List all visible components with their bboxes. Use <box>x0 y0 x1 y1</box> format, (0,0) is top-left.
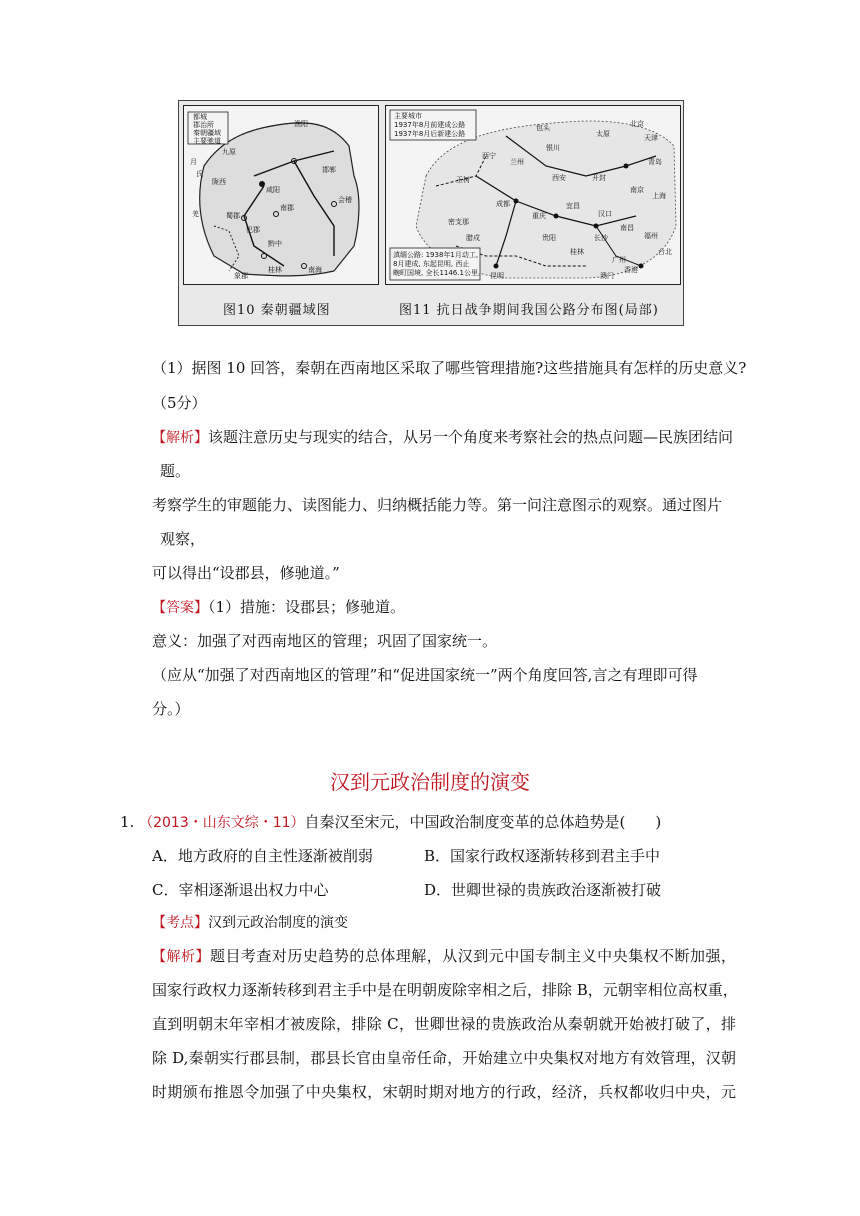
analysis-text: 考察学生的审题能力、读图能力、归纳概括能力等。第一问注意图示的观察。通过图片 <box>152 496 723 514</box>
q1-analysis-line: 【解析】题目考查对历史趋势的总体理解，从汉到元中国专制主义中央集权不断加强， <box>152 947 736 965</box>
answer-block <box>152 597 405 618</box>
question-line: （5分） <box>152 394 207 412</box>
map11-legend-3: 1937年8月后新建公路 <box>394 130 466 138</box>
analysis-text: 可以得出“设郡县，修驰道。” <box>152 564 340 582</box>
map11-label: 天津 <box>644 134 658 142</box>
map11-label: 西宁 <box>482 152 496 160</box>
map10-label: 渔阳 <box>294 120 308 128</box>
map10-label: 九原 <box>222 148 236 156</box>
map11-label: 腊戍 <box>466 234 480 242</box>
question-stem: 自秦汉至宋元，中国政治制度变革的总体趋势是( ) <box>304 813 662 831</box>
map11-note: 滇缅公路: 1938年1月动工, <box>393 251 479 259</box>
map11-label: 桂林 <box>570 248 584 256</box>
svg-text:8月建成, 东起昆明, 西止: 8月建成, 东起昆明, 西止 <box>393 260 470 268</box>
answer-text: 意义：加强了对西南地区的管理；巩固了国家统一。 <box>152 632 498 650</box>
map10-label: 南海 <box>308 266 322 274</box>
map11-label: 长沙 <box>594 234 608 242</box>
analysis-text: 题。 <box>160 462 191 480</box>
map11-label: 福州 <box>644 232 658 240</box>
map11-label: 广州 <box>612 256 626 264</box>
analysis-tag: 【解析】 <box>152 430 208 446</box>
map11-legend-2: 1937年8月前建成公路 <box>394 121 466 129</box>
map10-label: 象郡 <box>234 272 248 280</box>
option-c: C．宰相逐渐退出权力中心 <box>152 881 329 899</box>
q1-analysis-line: 直到明朝末年宰相才被废除，排除 C，世卿世禄的贵族政治从秦朝就开始被打破了，排 <box>152 1015 736 1033</box>
map10-label: 陇西 <box>212 178 226 186</box>
qin-territory-map <box>183 105 379 285</box>
analysis-block <box>152 427 733 448</box>
map11-label: 香港 <box>624 266 638 274</box>
analysis-text: 该题注意历史与现实的结合，从另一个角度来考察社会的热点问题—民族团结问 <box>208 428 734 446</box>
map10-label: 南郡 <box>280 204 294 212</box>
map11-caption: 图11 抗日战争期间我国公路分布图(局部) <box>399 303 659 318</box>
qin-map-drawing <box>184 106 378 284</box>
road-map-drawing <box>386 106 680 284</box>
map11-label: 澳门 <box>600 272 614 280</box>
map11-label: 昆明 <box>490 272 504 280</box>
map11-label: 青岛 <box>648 158 662 166</box>
map10-legend-4: 主要驰道 <box>193 137 221 145</box>
map10-label: 桂林 <box>268 266 282 274</box>
answer-text: （1）措施：设郡县；修驰道。 <box>208 598 406 616</box>
map11-label: 宜昌 <box>566 202 580 210</box>
exam-point <box>152 913 348 933</box>
map11-label: 银川 <box>546 144 560 152</box>
map11-legend-1: 主要城市 <box>394 112 422 120</box>
section-title: 汉到元政治制度的演变 <box>330 770 530 794</box>
figure-maps <box>178 100 684 326</box>
question-number: 1. <box>120 813 135 831</box>
answer-text: （应从“加强了对西南地区的管理”和“促进国家统一”两个角度回答,言之有理即可得 <box>152 666 698 684</box>
map11-label: 重庆 <box>532 212 546 220</box>
answer-tag: 【答案】 <box>152 600 208 616</box>
map10-label: 咸阳 <box>266 186 280 194</box>
map11-label: 汉口 <box>598 210 612 218</box>
question-source: （2013・山东文综・11） <box>139 815 305 831</box>
map11-label: 包头 <box>536 124 550 132</box>
question-line: （1）据图 10 回答，秦朝在西南地区采取了哪些管理措施?这些措施具有怎样的历史意义? <box>152 359 747 377</box>
map10-legend-1: 都城 <box>193 113 207 121</box>
map11-label: 南昌 <box>620 224 634 232</box>
map10-label: 月 <box>190 158 197 166</box>
q1-analysis-line: 除 D,秦朝实行郡县制，郡县长官由皇帝任命，开始建立中央集权对地方有效管理，汉朝 <box>152 1049 736 1067</box>
map11-label: 西安 <box>552 174 566 182</box>
map11-label: 密支那 <box>448 218 469 226</box>
map10-label: 邯郸 <box>322 166 336 174</box>
svg-text:畹町国境, 全长1146.1公里。: 畹町国境, 全长1146.1公里。 <box>393 269 485 277</box>
map10-label: 氏 <box>196 170 203 178</box>
map11-label: 贵阳 <box>542 234 556 242</box>
option-d: D．世卿世禄的贵族政治逐渐被打破 <box>424 881 662 899</box>
map11-label: 太原 <box>596 130 610 138</box>
map10-label: 会稽 <box>338 196 352 204</box>
option-a: A．地方政府的自主性逐渐被削弱 <box>152 847 373 865</box>
map11-label: 上海 <box>652 192 666 200</box>
map11-label: 南京 <box>630 186 644 194</box>
map11-label: 玉树 <box>456 176 470 184</box>
road-distribution-map <box>385 105 681 285</box>
map10-legend-2: 郡治所 <box>193 121 214 129</box>
question-1-stem <box>120 812 661 833</box>
map10-label: 黔中 <box>268 240 282 248</box>
q1-analysis-line: 国家行政权力逐渐转移到君主手中是在明朝废除宰相之后，排除 B，元朝宰相位高权重， <box>152 981 738 999</box>
analysis-text: 观察， <box>160 530 206 548</box>
map11-label: 成都 <box>496 200 510 208</box>
map10-caption: 图10 秦朝疆域图 <box>223 303 331 318</box>
option-b: B．国家行政权逐渐转移到君主手中 <box>424 847 661 865</box>
map11-label: 开封 <box>592 174 606 182</box>
map11-label: 台北 <box>658 248 672 256</box>
map10-legend-3: 秦朝疆域 <box>193 129 221 137</box>
map10-label: 蜀郡 <box>226 212 240 220</box>
point-tag: 【考点】 <box>152 915 208 931</box>
map10-label: 巴郡 <box>246 226 260 234</box>
map10-label: 羌 <box>192 210 199 218</box>
point-text: 汉到元政治制度的演变 <box>208 915 348 931</box>
q1-analysis-tag: 【解析】 <box>152 949 210 965</box>
answer-text: 分。） <box>152 700 190 718</box>
map11-label: 兰州 <box>510 158 524 166</box>
q1-analysis-line: 时期颁布推恩令加强了中央集权，宋朝时期对地方的行政，经济，兵权都收归中央，元 <box>152 1083 736 1101</box>
map11-label: 北京 <box>630 120 644 128</box>
